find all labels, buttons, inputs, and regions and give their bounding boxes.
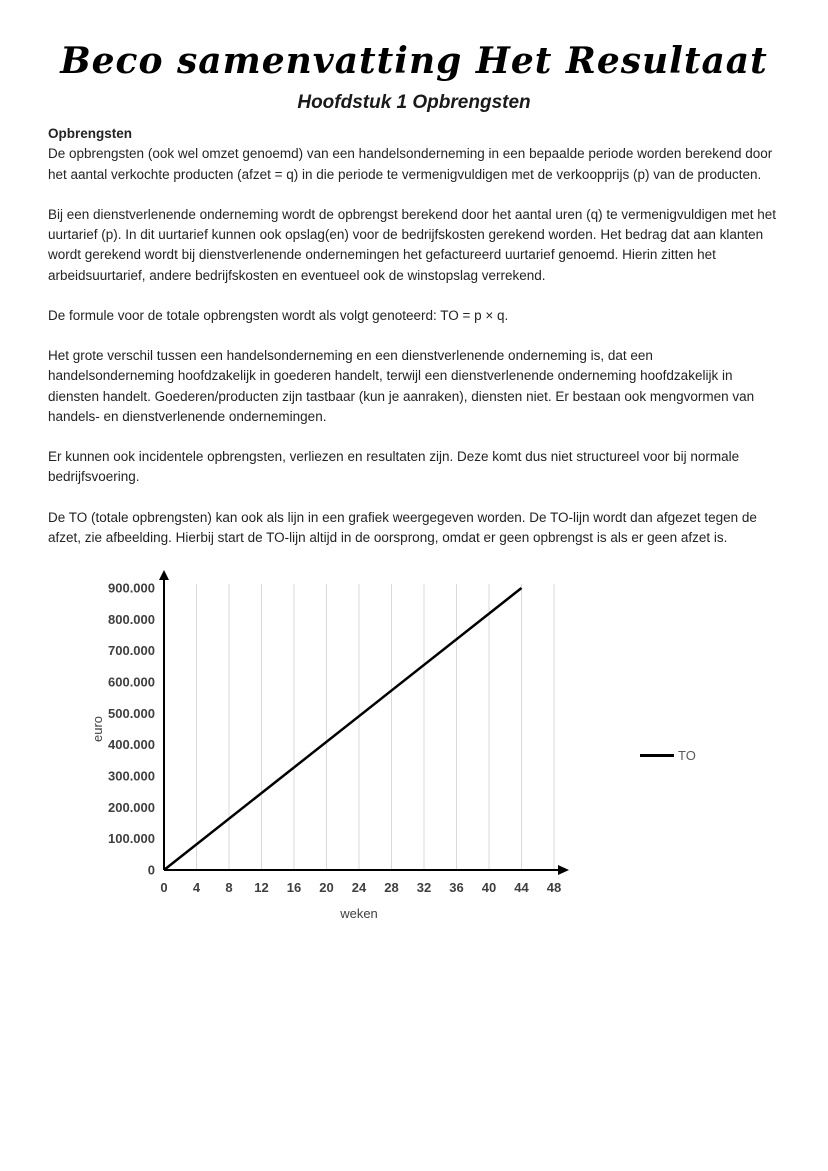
y-tick-label: 900.000 bbox=[108, 580, 155, 596]
y-axis-title: euro bbox=[90, 715, 105, 743]
y-tick-label: 400.000 bbox=[108, 737, 155, 753]
y-tick-label: 100.000 bbox=[108, 831, 155, 847]
y-tick-label: 600.000 bbox=[108, 674, 155, 690]
y-tick-label: 300.000 bbox=[108, 768, 155, 784]
chapter-subtitle: Hoofdstuk 1 Opbrengsten bbox=[297, 92, 531, 113]
y-tick-label: 200.000 bbox=[108, 799, 155, 815]
section-heading: Opbrengsten bbox=[48, 126, 133, 141]
series-line-to bbox=[164, 588, 522, 870]
legend-label: TO bbox=[678, 747, 696, 763]
x-tick-label: 48 bbox=[546, 880, 562, 895]
y-tick-label: 500.000 bbox=[108, 705, 155, 721]
y-tick-label: 0 bbox=[147, 862, 155, 878]
y-tick-label: 700.000 bbox=[108, 643, 155, 659]
page-title: Beco samenvatting Het Resultaat bbox=[60, 40, 768, 82]
x-axis-title: weken bbox=[340, 906, 378, 920]
x-tick-label: 36 bbox=[449, 880, 464, 895]
y-axis-arrow bbox=[159, 570, 169, 580]
paragraph: De formule voor de totale opbrengsten wordt als volgt genoteerd: TO = p × q. bbox=[48, 307, 509, 323]
x-tick-label: 28 bbox=[384, 880, 399, 895]
x-tick-label: 4 bbox=[192, 880, 201, 895]
paragraph: Er kunnen ook incidentele opbrengsten, verliezen en resultaten zijn. Deze komt dus niet structureel voor bij normale bedrijfsvoering. bbox=[48, 449, 740, 485]
x-tick-label: 0 bbox=[160, 880, 168, 895]
chart-legend bbox=[640, 748, 696, 763]
legend-line-swatch bbox=[640, 754, 674, 757]
x-tick-label: 44 bbox=[514, 880, 529, 895]
to-chart-svg bbox=[86, 570, 606, 920]
x-tick-label: 16 bbox=[286, 880, 302, 895]
body-text bbox=[48, 124, 780, 548]
x-axis-arrow bbox=[558, 865, 569, 875]
x-tick-label: 8 bbox=[225, 880, 233, 895]
x-tick-label: 40 bbox=[481, 880, 497, 895]
paragraph: Bij een dienstverlenende onderneming wordt de opbrengst berekend door het aantal uren (q) te vermenigvuldigen met het uurtarief (p). In dit uurtarief kunnen ook opslag(en) voor de bedrijfskosten gerekend worden. Het bedrag dat aan klanten wordt gerekend wordt bij dienstverlenende ondernemingen het gefactureerd uurtarief genoemd. Hierin zitten het arbeidsuurtarief, andere bedrijfskosten en eventueel ook de winstopslag verrekend. bbox=[48, 206, 776, 283]
paragraph: De TO (totale opbrengsten) kan ook als lijn in een grafiek weergegeven worden. De TO-lijn wordt dan afgezet tegen de afzet, zie afbeelding. Hierbij start de TO-lijn altijd in de oorsprong, omdat er geen opbrengst is als er geen afzet is. bbox=[48, 509, 757, 545]
x-tick-label: 32 bbox=[416, 880, 432, 895]
paragraph: De opbrengsten (ook wel omzet genoemd) van een handelsonderneming in een bepaalde periode worden berekend door het aantal verkochte producten (afzet = q) in die periode te vermenigvuldigen met de verkoopprijs (p) van de producten. bbox=[48, 146, 773, 182]
x-tick-label: 24 bbox=[351, 880, 367, 895]
paragraph: Het grote verschil tussen een handelsonderneming en een dienstverlenende onderneming is, dat een handelsonderneming hoofdzakelijk in goederen handelt, terwijl een dienstverlenende onderneming hoofdzakelijk in diensten handelt. Goederen/producten zijn tastbaar (kun je aanraken), diensten niet. Er bestaan ook mengvormen van handels- en dienstverlenende ondernemingen. bbox=[48, 348, 755, 424]
to-chart-figure bbox=[86, 570, 780, 920]
x-tick-label: 12 bbox=[254, 880, 269, 895]
x-tick-label: 20 bbox=[319, 880, 334, 895]
y-tick-label: 800.000 bbox=[108, 611, 155, 627]
